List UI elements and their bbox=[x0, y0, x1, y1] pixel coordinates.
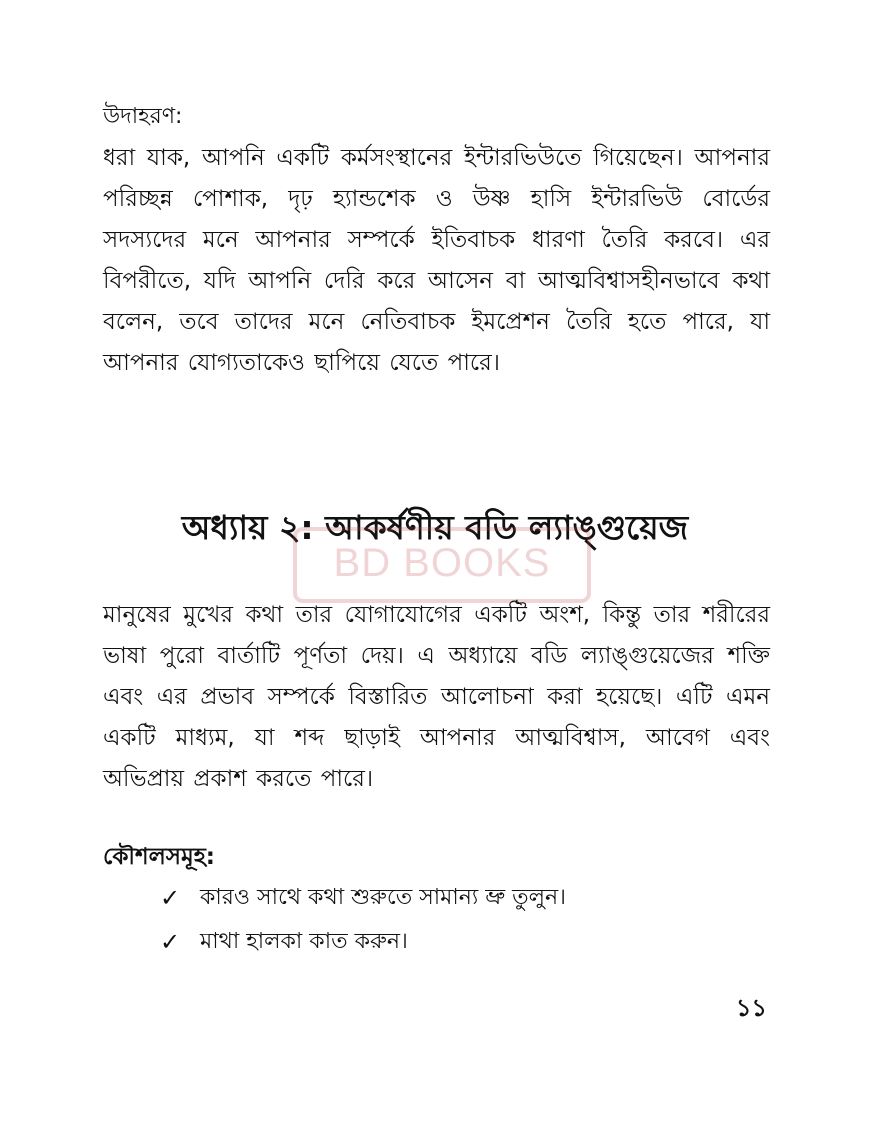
check-icon: ✓ bbox=[160, 928, 181, 956]
strategies-label: কৌশলসমূহ: bbox=[103, 844, 215, 870]
example-paragraph: ধরা যাক, আপনি একটি কর্মসংস্থানের ইন্টারভিউতে গিয়েছেন। আপনার পরিচ্ছন্ন পোশাক, দৃঢ় হ্যান্ডশেক ও উষ্ণ হাসি ইন্টারভিউ বোর্ডের সদস্যদের মনে আপনার সম্পর্কে ইতিবাচক ধারণা তৈরি করবে। এর বিপরীতে, যদি আপনি দেরি করে আসেন বা আত্মবিশ্বাসহীনভাবে কথা বলেন, তবে তাদের মনে নেতিবাচক ইমপ্রেশন তৈরি হতে পারে, যা আপনার যোগ্যতাকেও ছাপিয়ে যেতে পারে। bbox=[103, 145, 770, 376]
page-number: ১১ bbox=[735, 994, 767, 1022]
list-item bbox=[160, 876, 566, 920]
watermark-text: BD BOOKS bbox=[333, 541, 551, 585]
example-label: উদাহরণ: bbox=[103, 104, 183, 129]
chapter-intro-paragraph: মানুষের মুখের কথা তার যোগাযোগের একটি অংশ, কিন্তু তার শরীরের ভাষা পুরো বার্তাটি পূর্ণতা দেয়। এ অধ্যায়ে বডি ল্যাঙ্গুয়েজের শক্তি এবং এর প্রভাব সম্পর্কে বিস্তারিত আলোচনা করা হয়েছে। এটি এমন একটি মাধ্যম, যা শব্দ ছাড়াই আপনার আত্মবিশ্বাস, আবেগ এবং অভিপ্রায় প্রকাশ করতে পারে। bbox=[103, 602, 770, 792]
check-icon: ✓ bbox=[160, 884, 181, 912]
list-item bbox=[160, 920, 566, 964]
chapter-title: অধ্যায় ২: আকর্ষণীয় বডি ল্যাঙ্গুয়েজ bbox=[181, 508, 689, 547]
strategies-list bbox=[160, 876, 566, 964]
list-item-text: মাথা হালকা কাত করুন। bbox=[200, 928, 408, 954]
list-item-text: কারও সাথে কথা শুরুতে সামান্য ভ্রু তুলুন। bbox=[200, 884, 567, 910]
